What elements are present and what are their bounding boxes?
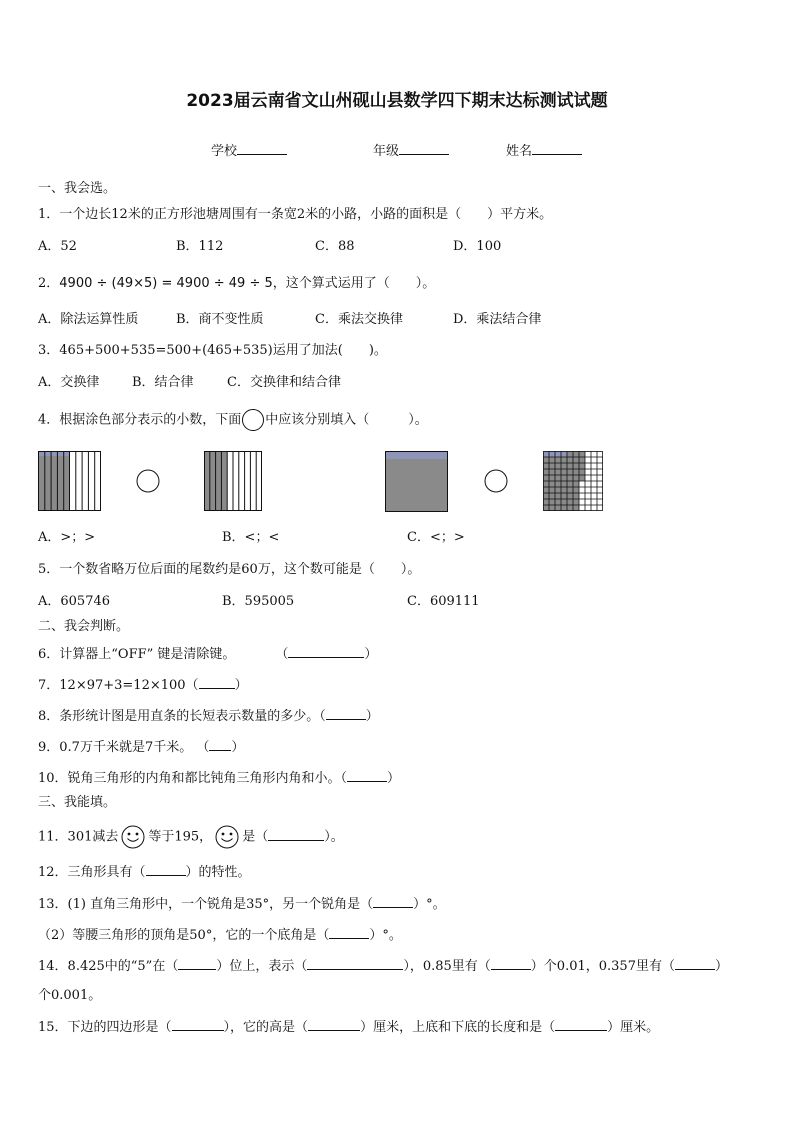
close-paren: ） — [364, 647, 378, 662]
q13-text-c: （2）等腰三角形的顶角是50°，它的一个底角是（ — [38, 928, 330, 943]
q15-answer-blank-2[interactable] — [308, 1017, 360, 1031]
q14-answer-blank-1[interactable] — [178, 956, 216, 970]
tenths-grid-right — [204, 451, 262, 511]
q13-text-d: ）°。 — [369, 928, 402, 943]
question-2 — [38, 275, 435, 293]
compare-circle-2[interactable] — [484, 469, 508, 493]
q8-text: 8．条形统计图是用直条的长短表示数量的多少。（ — [38, 709, 326, 724]
q5-option-b[interactable]: B．595005 — [222, 594, 295, 609]
q2-option-a[interactable]: A．除法运算性质 — [38, 312, 139, 327]
question-7 — [38, 675, 248, 695]
q6-answer-blank[interactable] — [288, 644, 364, 658]
q2-formula: 4900 ÷ (49×5) = 4900 ÷ 49 ÷ 5 — [59, 276, 273, 291]
close-paren: ） — [231, 740, 245, 755]
q4-text-a: 4．根据涂色部分表示的小数，下面 — [38, 412, 242, 428]
tenths-grid-left — [38, 451, 101, 511]
q14-answer-blank-3[interactable] — [491, 956, 531, 970]
name-blank[interactable] — [532, 141, 582, 155]
hundredths-grid — [543, 451, 603, 511]
question-15 — [38, 1017, 659, 1037]
q15-answer-blank-1[interactable] — [172, 1017, 224, 1031]
question-1: 1．一个边长12米的正方形池塘周围有一条宽2米的小路，小路的面积是（ ）平方米。 — [38, 207, 553, 222]
section-3-heading: 三、我能填。 — [38, 795, 117, 810]
q1-option-a[interactable]: A．52 — [38, 239, 77, 254]
q3-option-a[interactable]: A．交换律 — [38, 375, 100, 390]
question-13-part-1 — [38, 894, 446, 914]
q7-answer-blank[interactable] — [199, 675, 235, 689]
question-5: 5．一个数省略万位后面的尾数约是60万，这个数可能是（ ）。 — [38, 562, 421, 577]
shaded-square — [385, 451, 448, 512]
q8-answer-blank[interactable] — [326, 706, 366, 720]
q15-text-a: 15．下边的四边形是（ — [38, 1020, 172, 1035]
section-2-heading: 二、我会判断。 — [38, 619, 130, 634]
q10-text: 10．锐角三角形的内角和都比钝角三角形内角和小。（ — [38, 771, 348, 786]
question-14-continued: 个0.001。 — [38, 988, 102, 1003]
q12-answer-blank[interactable] — [146, 862, 186, 876]
q7-text: 7．12×97+3=12×100（ — [38, 678, 199, 693]
q14-answer-blank-4[interactable] — [675, 956, 715, 970]
name-field — [506, 141, 582, 161]
q13-text-a: 13．(1) 直角三角形中，一个锐角是35°，另一个锐角是（ — [38, 897, 374, 912]
q4-option-b[interactable]: B．<；< — [222, 530, 280, 545]
school-label: 学校 — [211, 144, 238, 159]
q5-option-c[interactable]: C．609111 — [407, 594, 480, 609]
q4-option-a[interactable]: A．>；> — [38, 530, 96, 545]
period: 。 — [330, 829, 344, 845]
q1-option-d[interactable]: D．100 — [453, 239, 502, 254]
q10-answer-blank[interactable] — [347, 768, 387, 782]
compare-circle-1[interactable] — [136, 469, 160, 493]
shaded-area — [385, 451, 448, 512]
shaded-tenths — [38, 451, 70, 511]
q14-text-d: ）个0.01，0.357里有（ — [530, 959, 675, 974]
q15-text-c: ）厘米，上底和下底的长度和是（ — [360, 1020, 556, 1035]
q11-text-c: 是（ — [242, 829, 269, 845]
question-3: 3．465+500+535=500+(465+535)运用了加法( )。 — [38, 343, 387, 358]
page-title: 2023届云南省文山州砚山县数学四下期末达标测试试题 — [186, 91, 608, 111]
name-label: 姓名 — [506, 144, 533, 159]
q2-option-b[interactable]: B．商不变性质 — [176, 312, 264, 327]
q13-text-b: ）°。 — [413, 897, 446, 912]
q11-text-b: 等于195， — [148, 829, 213, 845]
q5-option-a[interactable]: A．605746 — [38, 594, 111, 609]
school-field — [211, 141, 287, 161]
q2-number: 2． — [38, 276, 60, 291]
question-11 — [38, 825, 344, 849]
q13-answer-blank-2[interactable] — [329, 925, 369, 939]
q15-answer-blank-3[interactable] — [555, 1017, 607, 1031]
question-12 — [38, 862, 251, 882]
question-10 — [38, 768, 400, 788]
smiley-face-icon — [121, 825, 145, 849]
q11-text-a: 11．301减去 — [38, 829, 119, 845]
q11-answer-blank[interactable] — [268, 827, 324, 841]
q9-text: 9．0.7万千米就是7千米。 （ — [38, 740, 210, 755]
q14-text-b: ）位上，表示（ — [216, 959, 308, 974]
q6-text: 6．计算器上“OFF” 键是清除键。 — [38, 647, 236, 662]
q4-text-b: 中应该分别填入（ ）。 — [265, 412, 428, 428]
section-1-heading: 一、我会选。 — [38, 181, 117, 196]
q13-answer-blank-1[interactable] — [373, 894, 413, 908]
question-13-part-2 — [38, 925, 402, 945]
q2-text: ，这个算式运用了（ ）。 — [272, 276, 436, 291]
q1-option-b[interactable]: B．112 — [176, 239, 224, 254]
school-blank[interactable] — [237, 141, 287, 155]
q14-text-c: ），0.85里有（ — [403, 959, 491, 974]
question-6: 6．计算器上“OFF” 键是清除键。 （ ） — [38, 644, 377, 664]
q12-text-a: 12．三角形具有（ — [38, 865, 146, 880]
grade-field — [373, 141, 449, 161]
question-9 — [38, 737, 244, 757]
close-paren: ） — [365, 709, 379, 724]
q3-option-c[interactable]: C．交换律和结合律 — [227, 375, 341, 390]
grade-label: 年级 — [373, 144, 400, 159]
q3-option-b[interactable]: B．结合律 — [132, 375, 194, 390]
q2-option-c[interactable]: C．乘法交换律 — [315, 312, 403, 327]
q4-option-c[interactable]: C．<；> — [407, 530, 465, 545]
q1-option-c[interactable]: C．88 — [315, 239, 355, 254]
grade-blank[interactable] — [399, 141, 449, 155]
q14-text-a: 14．8.425中的“5”在（ — [38, 959, 179, 974]
shaded-hundredths-extra — [579, 451, 585, 481]
q2-option-d[interactable]: D．乘法结合律 — [453, 312, 542, 327]
close-paren: ） — [234, 678, 248, 693]
q14-answer-blank-2[interactable] — [307, 956, 403, 970]
circle-blank-icon — [242, 409, 264, 431]
close-paren: ） — [387, 771, 401, 786]
q15-text-b: ），它的高是（ — [223, 1020, 309, 1035]
q12-text-b: ）的特性。 — [185, 865, 251, 880]
smiley-face-icon — [215, 825, 239, 849]
question-8 — [38, 706, 379, 726]
close-paren: ） — [324, 829, 331, 845]
q9-answer-blank[interactable] — [209, 737, 231, 751]
question-14 — [38, 956, 728, 976]
close-paren: ） — [714, 959, 728, 974]
shaded-top-band — [385, 451, 448, 459]
question-4 — [38, 409, 428, 431]
q15-text-d: ）厘米。 — [607, 1020, 660, 1035]
